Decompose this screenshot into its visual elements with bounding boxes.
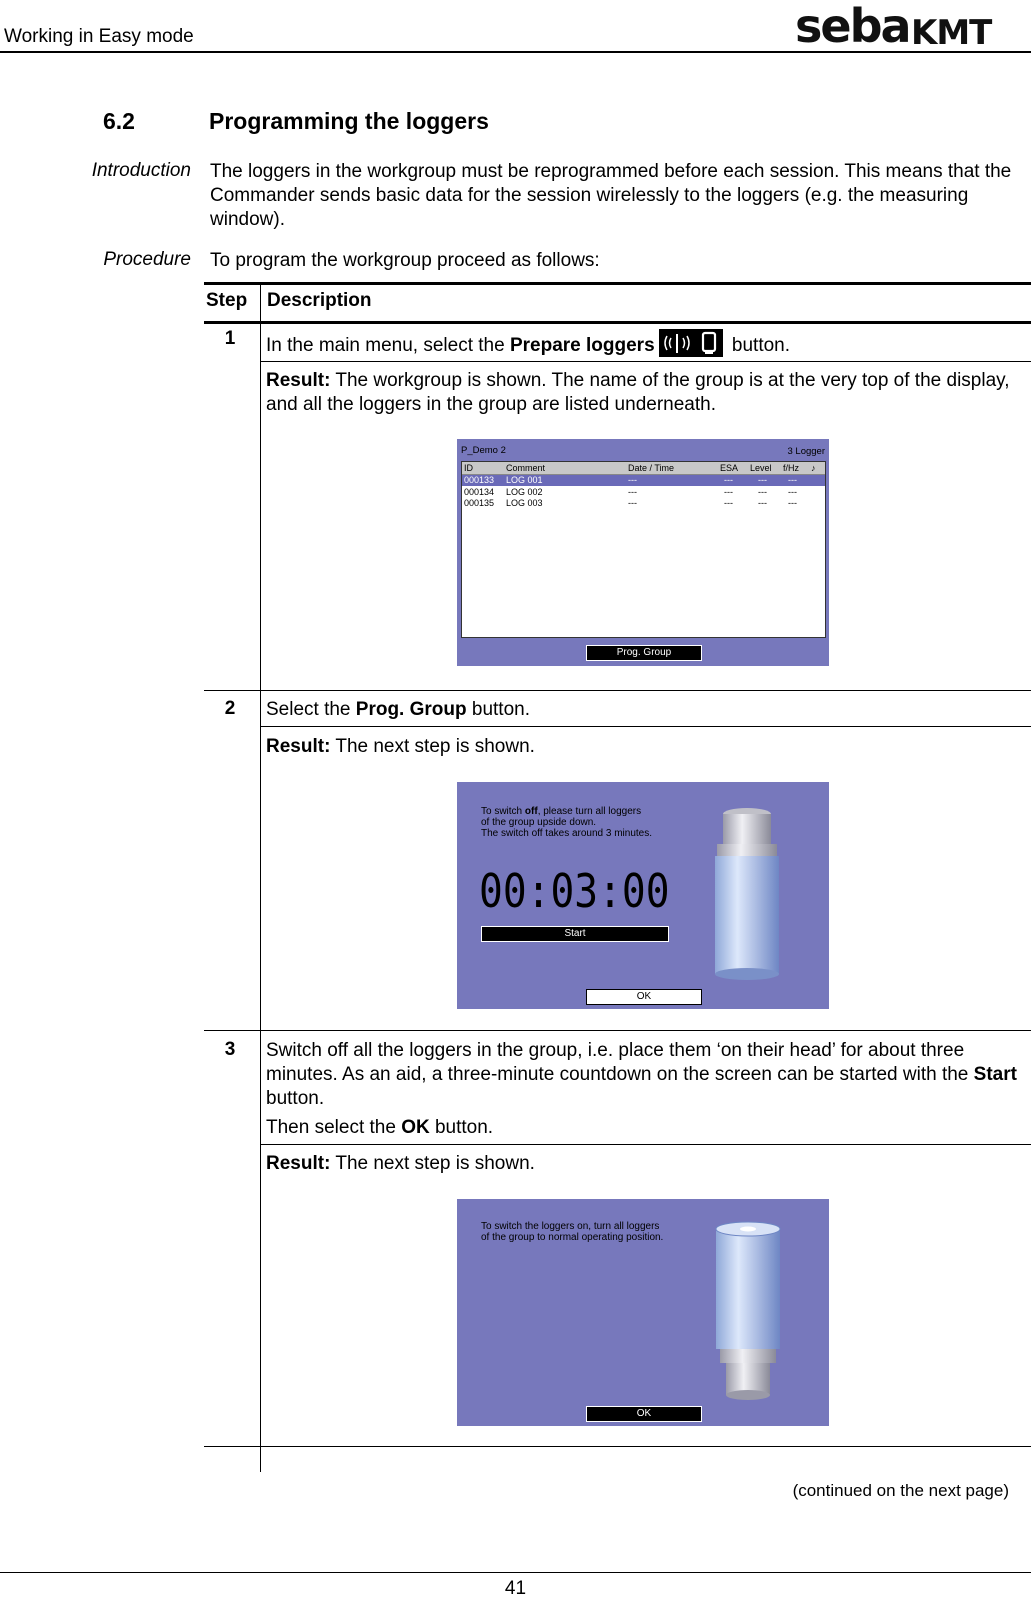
row-3-freq: --- (788, 498, 797, 508)
prepare-loggers-label: Prepare loggers (509, 335, 655, 357)
footer-rule (0, 1572, 1031, 1573)
ok-label: OK (401, 1117, 430, 1138)
result-text: The next step is shown. (330, 1153, 535, 1174)
step-1-text: In the main menu, select the (266, 335, 510, 357)
row-2-date: --- (628, 487, 637, 497)
svg-text:KMT: KMT (911, 13, 992, 50)
row-2-esa: --- (724, 487, 733, 497)
step-3-text-end: button. (266, 1088, 325, 1109)
prog-group-label: Prog. Group (355, 699, 467, 720)
group-name: P_Demo 2 (461, 445, 506, 456)
row-2-id: 000134 (464, 487, 495, 497)
step-3-description (266, 1039, 1026, 1140)
step-column-header: Step (206, 290, 248, 311)
row-rule (204, 690, 1031, 691)
step-3-then-text: Then select the (266, 1117, 402, 1138)
step-1-text-end: button. (726, 335, 791, 357)
row-1-date: --- (628, 475, 637, 485)
row-3-esa: --- (724, 498, 733, 508)
switch-off-line-2: of the group upside down. (481, 817, 597, 828)
prepare-loggers-icon (659, 329, 723, 357)
step-1-result (266, 369, 1026, 417)
step-2-description (266, 698, 1026, 722)
procedure-label: Procedure (103, 249, 191, 270)
result-label: Result: (266, 1153, 331, 1174)
col-id: ID (464, 463, 473, 473)
page-number: 41 (504, 1578, 527, 1599)
list-header (462, 462, 825, 475)
introduction-label: Introduction (91, 160, 191, 181)
result-label: Result: (266, 370, 331, 391)
introduction-text: The loggers in the workgroup must be reprogrammed before each session. This means that the Commander sends basic data for the session wirelessly to the loggers (e.g. the measuring window). (210, 161, 1012, 230)
switch-off-line-3: The switch off takes around 3 minutes. (481, 828, 653, 839)
switch-off-screenshot (457, 782, 829, 1009)
start-label: Start (973, 1064, 1017, 1085)
row-rule (204, 1030, 1031, 1031)
result-text: The next step is shown. (330, 736, 535, 757)
logger-count: 3 Logger (787, 446, 825, 457)
row-1-freq: --- (788, 475, 797, 485)
row-1-id: 000133 (464, 475, 495, 485)
start-button[interactable]: Start (481, 926, 669, 942)
section-number: 6.2 (103, 108, 135, 134)
row-1-comment: LOG 001 (506, 475, 543, 485)
step-1-description (266, 332, 1026, 360)
col-freq: f/Hz (783, 463, 800, 473)
step-2-result (266, 735, 1026, 759)
step-3-result (266, 1152, 1026, 1176)
col-date-time: Date / Time (628, 463, 675, 473)
sebakmt-logo (795, 2, 1025, 50)
step-number: 1 (224, 328, 236, 349)
running-header: Working in Easy mode (4, 26, 194, 47)
result-text: The workgroup is shown. The name of the group is at the very top of the display, and all the loggers in the group are listed underneath. (266, 370, 1010, 415)
row-3-date: --- (628, 498, 637, 508)
procedure-text: To program the workgroup proceed as follows: (210, 250, 600, 271)
header-bottom-rule (204, 321, 1031, 324)
continued-note: (continued on the next page) (792, 1481, 1009, 1500)
row-2-freq: --- (788, 487, 797, 497)
table-bottom-rule (204, 1446, 1031, 1447)
workgroup-screenshot (457, 439, 829, 666)
table-top-rule (204, 282, 1031, 285)
row-2-comment: LOG 002 (506, 487, 543, 497)
svg-text:seba: seba (795, 2, 910, 50)
col-level: Level (750, 463, 772, 473)
ok-button[interactable]: OK (586, 989, 702, 1005)
result-label: Result: (266, 736, 331, 757)
row-1-level: --- (758, 475, 767, 485)
step-3-text: Switch off all the loggers in the group, i.e. place them ‘on their head’ for about three minutes. As an aid, a three-minute countdown on the screen can be started with the (266, 1040, 974, 1085)
col-sound: ♪ (811, 463, 816, 473)
step-3-then-text-end: button. (429, 1117, 494, 1138)
row-3-level: --- (758, 498, 767, 508)
logger-upright-image (712, 1221, 784, 1406)
switch-on-line-1: To switch the loggers on, turn all loggers (481, 1221, 660, 1232)
step-2-text-end: button. (466, 699, 530, 720)
logger-upside-down-image (707, 804, 787, 984)
step-number: 2 (224, 698, 236, 719)
step-2-text: Select the (266, 699, 356, 720)
prog-group-button[interactable]: Prog. Group (586, 645, 702, 661)
description-column-header: Description (267, 290, 372, 311)
row-3-id: 000135 (464, 498, 495, 508)
col-esa: ESA (720, 463, 739, 473)
row-rule (260, 726, 1031, 727)
switch-on-screenshot (457, 1199, 829, 1426)
column-divider (260, 282, 261, 1472)
col-comment: Comment (506, 463, 546, 473)
row-1-esa: --- (724, 475, 733, 485)
row-3-comment: LOG 003 (506, 498, 543, 508)
step-number: 3 (224, 1039, 236, 1060)
section-title: Programming the loggers (209, 108, 489, 134)
ok-button[interactable]: OK (586, 1406, 702, 1422)
row-rule (260, 1144, 1031, 1145)
logger-list (461, 461, 826, 638)
header-rule (0, 51, 1031, 53)
procedure-table (204, 282, 1031, 1472)
switch-on-line-2: of the group to normal operating position. (481, 1232, 664, 1243)
row-rule (260, 361, 1031, 362)
switch-off-line-1: To switch off, please turn all loggers (481, 806, 642, 817)
row-2-level: --- (758, 487, 767, 497)
countdown-display: 00:03:00 (479, 864, 670, 918)
